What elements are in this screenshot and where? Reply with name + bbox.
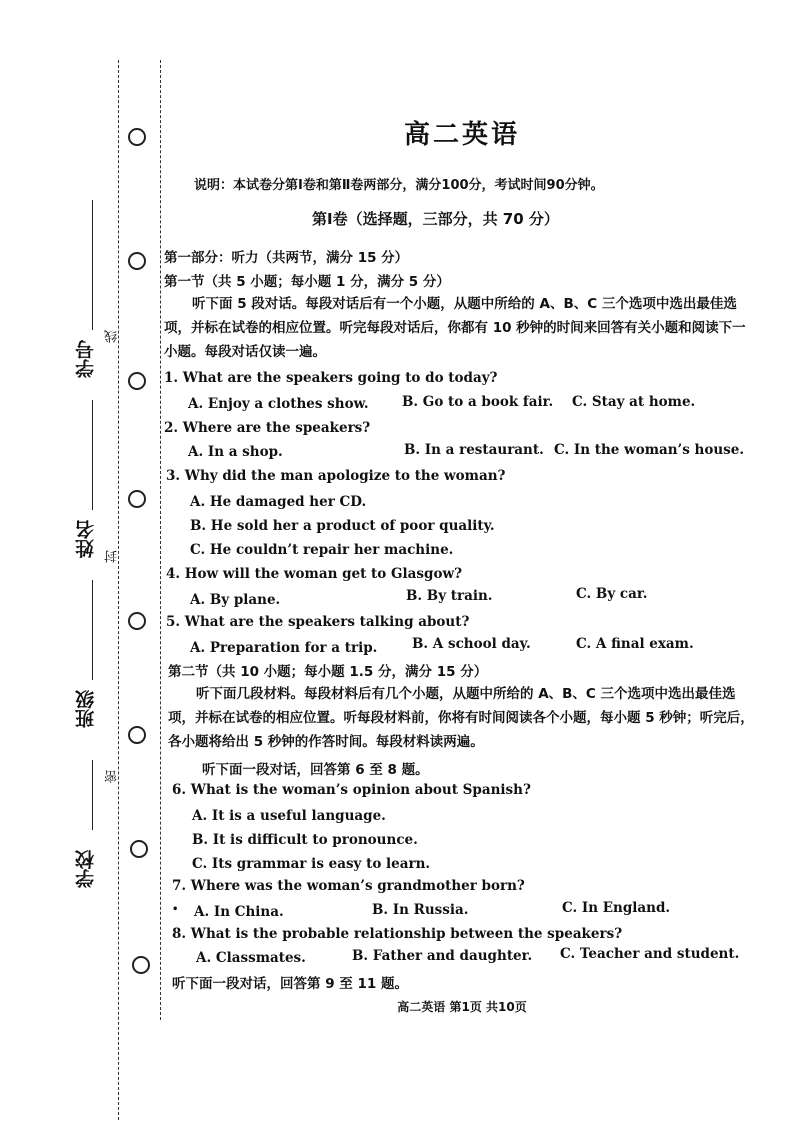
student-no-fill-line (92, 200, 93, 330)
question-5: 5. What are the speakers talking about? (166, 614, 470, 630)
option-1b: B. Go to a book fair. (402, 394, 554, 410)
seal-mark-secret: 密 (105, 770, 120, 783)
name-label: 姓名 (75, 520, 97, 558)
binding-line-inner (160, 60, 161, 1020)
question-3: 3. Why did the man apologize to the woman? (166, 468, 506, 484)
punch-hole-5 (128, 612, 146, 630)
page-footer: 高二英语 第1页 共10页 (397, 1000, 527, 1014)
volume1-heading: 第Ⅰ卷（选择题，三部分，共 70 分） (312, 210, 559, 228)
school-fill-line (92, 760, 93, 830)
class-fill-line (92, 580, 93, 680)
option-2a: A. In a shop. (188, 444, 283, 460)
punch-hole-8 (132, 956, 150, 974)
binding-margin (0, 0, 160, 1122)
section2-directions: 听下面几段材料。每段材料后有几个小题，从题中所给的 A、B、C 三个选项中选出最佳选项，并标在试卷的相应位置。听每段材料前，你将有时间阅读各个小题，每小题 5 秒钟；听完后，各小题将给出 5 秒钟的作答时间。每段材料读两遍。 (168, 686, 754, 750)
option-7b: B. In Russia. (372, 902, 469, 918)
option-6c: C. Its grammar is easy to learn. (192, 856, 431, 872)
option-2c: C. In the woman’s house. (554, 442, 745, 458)
option-8c: C. Teacher and student. (560, 946, 740, 962)
dialog-9-11-intro: 听下面一段对话，回答第 9 至 11 题。 (172, 976, 408, 992)
option-7c: C. In England. (562, 900, 671, 916)
exam-title: 高二英语 (403, 120, 520, 150)
question-8: 8. What is the probable relationship between the speakers? (172, 926, 623, 942)
section1-heading: 第一节（共 5 小题；每小题 1 分，满分 5 分） (164, 274, 450, 290)
option-5a: A. Preparation for a trip. (190, 640, 378, 656)
dialog-6-8-intro: 听下面一段对话，回答第 6 至 8 题。 (202, 762, 429, 778)
stray-mark: • (172, 904, 179, 915)
question-1: 1. What are the speakers going to do today? (164, 370, 498, 386)
option-2b: B. In a restaurant. (404, 442, 544, 458)
seal-mark-line: 线 (105, 330, 120, 343)
punch-hole-7 (130, 840, 148, 858)
question-2: 2. Where are the speakers? (164, 420, 371, 436)
option-1c: C. Stay at home. (572, 394, 696, 410)
name-fill-line (92, 400, 93, 510)
punch-hole-2 (128, 252, 146, 270)
question-6: 6. What is the woman’s opinion about Spanish? (172, 782, 531, 798)
option-8a: A. Classmates. (196, 950, 306, 966)
part1-heading: 第一部分：听力（共两节，满分 15 分） (164, 250, 409, 266)
exam-instructions: 说明：本试卷分第Ⅰ卷和第Ⅱ卷两部分，满分100分，考试时间90分钟。 (194, 178, 604, 193)
option-6b: B. It is difficult to pronounce. (192, 832, 418, 848)
option-1a: A. Enjoy a clothes show. (188, 396, 369, 412)
section1-directions: 听下面 5 段对话。每段对话后有一个小题，从题中所给的 A、B、C 三个选项中选出最佳选项，并标在试卷的相应位置。听完每段对话后，你都有 10 秒钟的时间来回答有关小题和阅读下一小题。每段对话仅读一遍。 (164, 296, 746, 360)
option-3b: B. He sold her a product of poor quality. (190, 518, 495, 534)
punch-hole-1 (128, 128, 146, 146)
option-3c: C. He couldn’t repair her machine. (190, 542, 454, 558)
punch-hole-6 (128, 726, 146, 744)
option-5b: B. A school day. (412, 636, 531, 652)
binding-line-outer (118, 60, 119, 1120)
punch-hole-3 (128, 372, 146, 390)
option-7a: A. In China. (194, 904, 284, 920)
option-6a: A. It is a useful language. (192, 808, 386, 824)
question-7: 7. Where was the woman’s grandmother born? (172, 878, 525, 894)
student-no-label: 学号 (75, 340, 97, 378)
school-label: 学校 (75, 850, 97, 888)
question-4: 4. How will the woman get to Glasgow? (166, 566, 462, 582)
section2-heading: 第二节（共 10 小题；每小题 1.5 分，满分 15 分） (168, 664, 488, 680)
option-3a: A. He damaged her CD. (190, 494, 367, 510)
option-4a: A. By plane. (190, 592, 281, 608)
punch-hole-4 (128, 490, 146, 508)
class-label: 班级 (75, 690, 97, 728)
option-5c: C. A final exam. (576, 636, 694, 652)
option-8b: B. Father and daughter. (352, 948, 533, 964)
option-4c: C. By car. (576, 586, 648, 602)
option-4b: B. By train. (406, 588, 493, 604)
seal-mark-seal: 封 (105, 550, 120, 563)
